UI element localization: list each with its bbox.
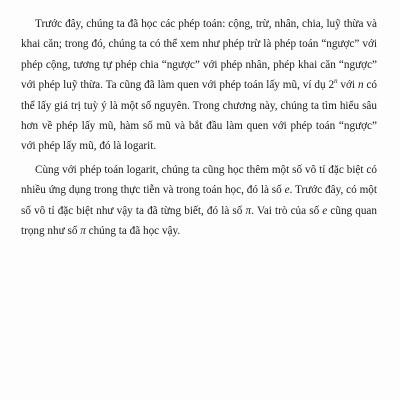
paragraph-logarit <box>21 160 377 242</box>
math-power-exponent: n <box>334 77 338 86</box>
math-variable-n: n <box>357 79 364 92</box>
math-symbol-e: e <box>284 184 290 197</box>
math-symbol-pi: π <box>80 225 86 238</box>
math-power-base: 2 <box>328 79 335 92</box>
math-symbol-pi: π <box>245 204 252 217</box>
document-body <box>21 14 377 241</box>
paragraph-2-text-2: . Trước đây, có một số vô tỉ đặc biệt như vậy ta đã từng biết, đó là số <box>21 184 377 217</box>
paragraph-1-text-3: có thể lấy giá trị tuỳ ý là một số nguyên. Trong chương này, chúng ta tìm hiểu sâu hơn về phép lấy mũ, hàm số mũ và bắt đầu làm quen với phép toán “ngược” với phép lấy mũ, đó là logarit. <box>21 79 378 153</box>
math-symbol-e: e <box>322 204 328 217</box>
paragraph-2-text-3: . Vai trò của số <box>251 204 323 217</box>
paragraph-2-text-1: Cùng với phép toán logarit, chúng ta cũng học thêm một số vô tỉ đặc biệt có nhiều ứng dụng trong thực tiễn và trong toán học, đó là số <box>21 163 377 197</box>
paragraph-1-text-1: Trước đây, chúng ta đã học các phép toán: cộng, trừ, nhân, chia, luỹ thừa và khai căn; trong đó, chúng ta có thể xem như phép trừ là phép toán “ngược” với phép cộng, tương tự phép chia “ngược” với phép nhân, phép khai căn “ngược” với phép luỹ thừa. Ta cũng đã làm quen với phép toán lấy mũ, ví dụ <box>21 18 377 92</box>
paragraph-2-text-4: cũng quan trọng như số <box>21 204 377 238</box>
paragraph-2-text-5: chúng ta đã học vậy. <box>85 225 181 238</box>
paragraph-intro <box>21 14 377 157</box>
paragraph-1-text-2: với <box>337 79 358 92</box>
